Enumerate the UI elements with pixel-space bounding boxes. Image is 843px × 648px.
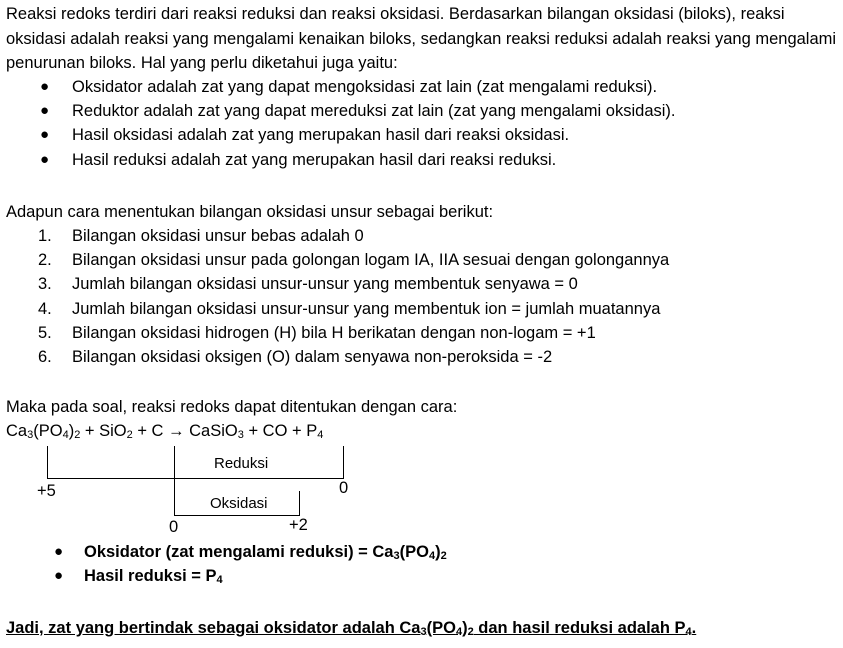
list-item: ● Hasil oksidasi adalah zat yang merupakan hasil dari reaksi oksidasi. xyxy=(0,123,843,147)
oxidation-state-label: +2 xyxy=(289,516,308,534)
list-item: 1. Bilangan oksidasi unsur bebas adalah 0 xyxy=(0,224,843,248)
reaction-equation: $Ca_3(PO_4)_2 + SiO_2 + C$ → CaSiO$_3$ + CO + $P_4$ xyxy=(6,422,324,441)
oxidation-state-label: 0 xyxy=(169,518,179,536)
rule-number: 4. xyxy=(38,299,52,318)
rule-number: 2. xyxy=(38,251,52,270)
bullet-marker: ● xyxy=(40,126,50,144)
bullet-marker: ● xyxy=(40,102,50,120)
intro-paragraph: Reaksi redoks terdiri dari reaksi reduksi dan reaksi oksidasi. Berdasarkan bilangan oksidasi (biloks), reaksi oksidasi adalah reaksi yang mengalami kenaikan biloks, sedangkan reaksi reduksi adalah reaksi yang mengalami penurunan biloks. Hal yang perlu diketahui juga yaitu: xyxy=(6,5,837,72)
reduksi-bracket xyxy=(48,446,344,479)
rule-number: 1. xyxy=(38,227,52,245)
rule-number: 5. xyxy=(38,323,52,342)
oksidasi-label: Oksidasi xyxy=(210,495,268,512)
rule-number: 3. xyxy=(38,275,52,294)
oxidation-state-label: +5 xyxy=(37,482,56,500)
list-item: ● Oksidator (zat mengalami reduksi) = $Ca_3(PO_4)_2$ xyxy=(0,540,843,564)
reduksi-label: Reduksi xyxy=(214,455,269,472)
bullet-marker: ● xyxy=(40,150,50,168)
list-item: 4. Jumlah bilangan oksidasi unsur-unsur yang membentuk ion = jumlah muatannya xyxy=(0,297,843,321)
results-list xyxy=(0,540,843,588)
bullet-marker: ● xyxy=(54,543,64,560)
list-item: 3. Jumlah bilangan oksidasi unsur-unsur yang membentuk senyawa = 0 xyxy=(0,272,843,296)
list-item: ● Reduktor adalah zat yang dapat mereduksi zat lain (zat yang mengalami oksidasi). xyxy=(0,99,843,123)
conclusion: Jadi, zat yang bertindak sebagai oksidator adalah $Ca_3(PO_4)_2$ dan hasil reduksi adalah $P_4$. xyxy=(6,619,697,638)
list-item: ● Hasil reduksi = $P_4$ xyxy=(0,564,843,588)
list-item: 6. Bilangan oksidasi oksigen (O) dalam senyawa non-peroksida = -2 xyxy=(0,345,843,369)
bullet-marker: ● xyxy=(40,78,50,95)
solution-intro: Maka pada soal, reaksi redoks dapat ditentukan dengan cara: xyxy=(6,398,458,416)
rules-intro: Adapun cara menentukan bilangan oksidasi unsur sebagai berikut: xyxy=(6,203,494,221)
list-item: ● Oksidator adalah zat yang dapat mengoksidasi zat lain (zat mengalami reduksi). xyxy=(0,75,843,99)
bullet-marker: ● xyxy=(54,567,64,585)
list-item: 5. Bilangan oksidasi hidrogen (H) bila H berikatan dengan non-logam = +1 xyxy=(0,321,843,345)
list-item: 2. Bilangan oksidasi unsur pada golongan logam IA, IIA sesuai dengan golongannya xyxy=(0,248,843,272)
oxidation-state-label: 0 xyxy=(339,479,349,497)
list-item: ● Hasil reduksi adalah zat yang merupakan hasil dari reaksi reduksi. xyxy=(0,148,843,172)
rule-number: 6. xyxy=(38,347,52,366)
